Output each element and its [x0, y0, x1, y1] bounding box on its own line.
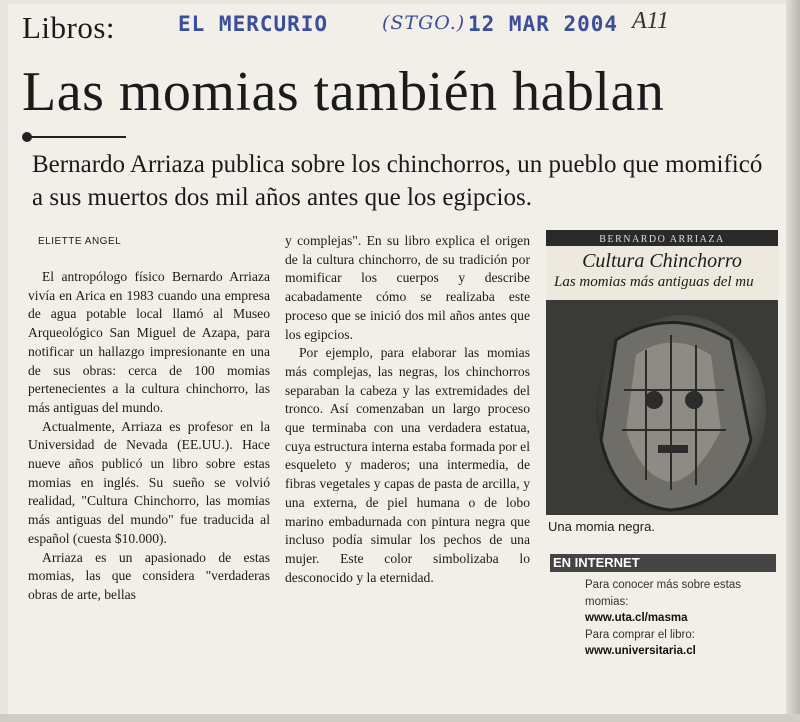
section-label: Libros:: [22, 10, 116, 45]
byline: ELIETTE ANGEL: [38, 236, 122, 247]
article-column-1: [28, 268, 270, 605]
book-author: BERNARDO ARRIAZA: [599, 234, 725, 245]
date-stamp: 12 MAR 2004: [468, 12, 619, 36]
internet-box-title: EN INTERNET: [553, 555, 640, 570]
internet-box-text: Para comprar el libro:: [585, 628, 695, 641]
decorative-rule: [26, 136, 126, 138]
book-title: Cultura Chinchorro: [582, 250, 742, 272]
book-cover-photo: [546, 230, 778, 515]
scan-bottom-edge: [0, 714, 800, 722]
mummy-image: [546, 300, 778, 515]
page-number-mark: A11: [632, 8, 669, 34]
museum-url-link[interactable]: www.uta.cl/masma: [585, 612, 688, 624]
bookstore-url-link[interactable]: www.universitaria.cl: [585, 645, 696, 657]
internet-box-text: Para conocer más sobre estas momias:: [585, 579, 741, 608]
internet-box-body: [585, 577, 785, 660]
headline: Las momias también hablan: [22, 61, 665, 123]
paragraph: El antropólogo físico Bernardo Arriaza vivía en Arica en 1983 cuando una empresa de agua potable local llamó al Museo Arqueológico San Miguel de Azapa, para notificar un hallazgo impresionante en una de sus obras: cerca de 100 momias pertenecientes a la cultura chinchorro, las más antiguas del mundo.: [28, 269, 270, 415]
paragraph: Actualmente, Arriaza es profesor en la Universidad de Nevada (EE.UU.). Hace nueve años publicó un libro sobre estas momias en inglés. Su sueño se volvió realidad, "Cultura Chinchorro, las momias más antiguas del mundo" fue traducida al español (cuesta $10.000).: [28, 418, 270, 546]
article-column-2: [285, 232, 530, 587]
page-edge-shadow: [786, 0, 800, 722]
place-stamp: (STGO.): [382, 12, 466, 34]
paragraph: Por ejemplo, para elaborar las momias más complejas, las negras, los chinchorros separaban la cabeza y las extremidades del tronco. Así comenzaban un largo proceso que terminaba con una verdadera estatua, cuya estructura interna estaba formada por el esqueleto y maderos; una intermedia, de fibras vegetales y capas de pasta de arcilla, y una externa, de piel humana o de lobo marino embadurnada con pintura negra que incluso podía simular los pechos de una mujer. Este color simbolizaba lo desconocido y la eternidad.: [285, 345, 530, 585]
paragraph: Arriaza es un apasionado de estas momias, las que considera "verdaderas obras de arte, bellas: [28, 549, 270, 602]
book-subtitle: Las momias más antiguas del mu: [554, 274, 754, 290]
article-deck: Bernardo Arriaza publica sobre los chinchorros, un pueblo que momificó a sus muertos dos mil años antes que los egipcios.: [32, 151, 763, 211]
photo-caption: Una momia negra.: [548, 519, 655, 534]
paragraph: y complejas". En su libro explica el origen de la cultura chinchorro, de su tradición por momificar los cuerpos y describe acabadamente cómo se realizaba este proceso que se inició dos mil años antes que los egipcios.: [285, 233, 530, 342]
newspaper-stamp: EL MERCURIO: [178, 12, 329, 36]
